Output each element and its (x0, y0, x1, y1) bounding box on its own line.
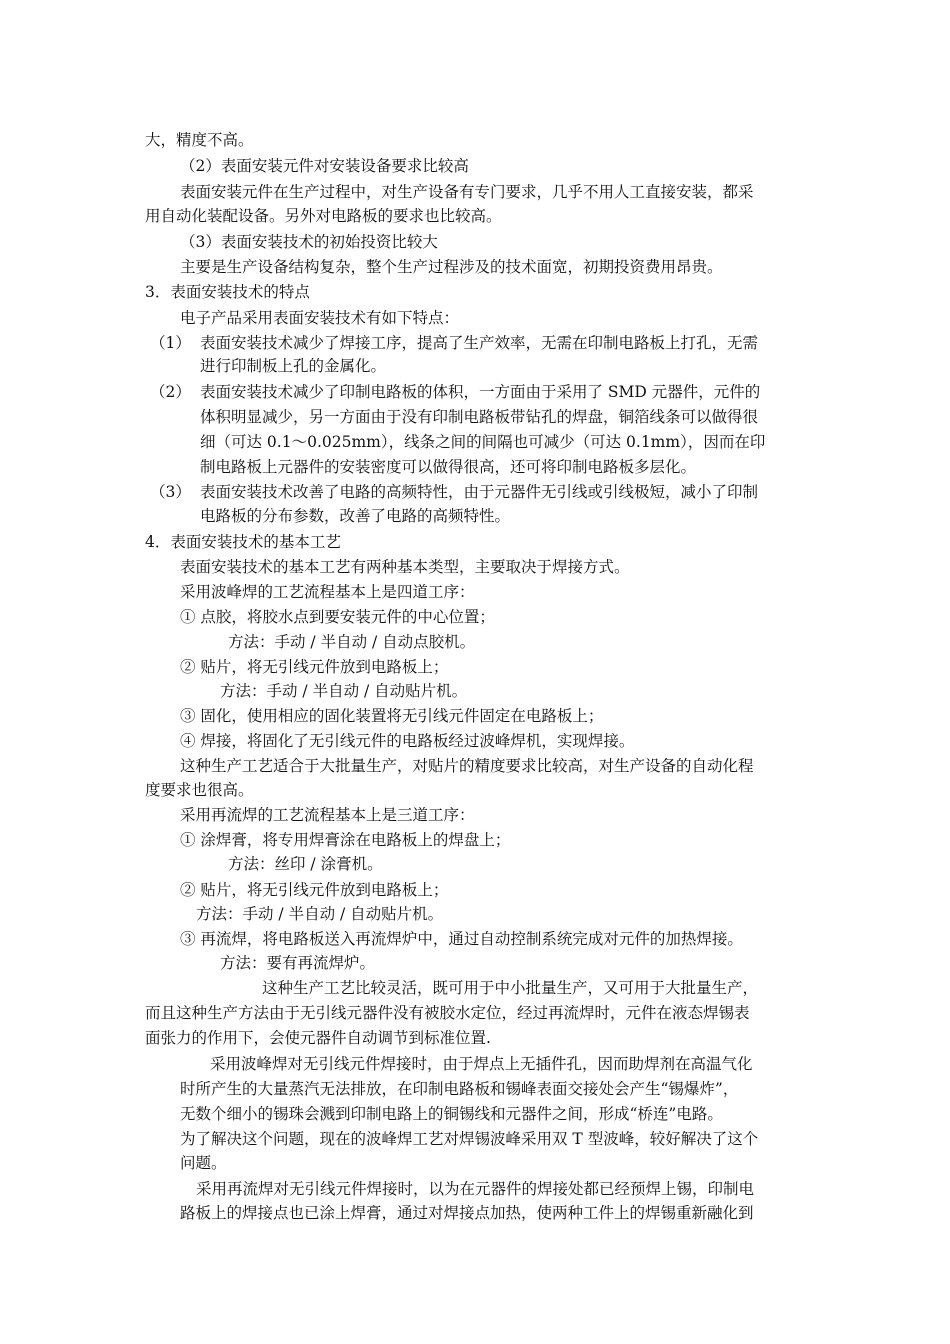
text-line: ② 贴片，将无引线元件放到电路板上； (180, 658, 449, 676)
text-line: ① 点胶，将胶水点到要安装元件的中心位置； (180, 608, 495, 626)
text-line: 表面安装技术减少了印制电路板的体积，一方面由于采用了 SMD 元器件，元件的 (200, 383, 761, 401)
text-line: 路板上的焊接点也已涂上焊膏，通过对焊接点加热，使两种工件上的焊锡重新融化到 (180, 1204, 754, 1222)
text-line: 4．表面安装技术的基本工艺 (145, 533, 341, 551)
text-line: 方法：手动 / 半自动 / 自动贴片机。 (220, 682, 468, 700)
list-number: （1） (150, 334, 191, 352)
text-line: 这种生产工艺适合于大批量生产，对贴片的精度要求比较高，对生产设备的自动化程 (180, 757, 754, 775)
text-line: 进行印制板上孔的金属化。 (200, 357, 387, 375)
text-line: 方法：丝印 / 涂膏机。 (228, 855, 383, 873)
text-line: （3）表面安装技术的初始投资比较大 (180, 233, 438, 251)
text-line: 采用再流焊的工艺流程基本上是三道工序： (180, 806, 475, 824)
list-number: （3） (150, 483, 191, 501)
text-line: 主要是生产设备结构复杂，整个生产过程涉及的技术面宽，初期投资费用昂贵。 (180, 258, 723, 276)
text-line: 大，精度不高。 (145, 131, 254, 149)
text-line: （2）表面安装元件对安装设备要求比较高 (180, 157, 469, 175)
text-line: 而且这种生产方法由于无引线元器件没有被胶水定位，经过再流焊时，元件在液态焊锡表 (145, 1004, 750, 1022)
text-line: 方法：手动 / 半自动 / 自动贴片机。 (196, 905, 444, 923)
text-line: 3．表面安装技术的特点 (145, 283, 310, 301)
text-line: 电路板的分布参数，改善了电路的高频特性。 (200, 507, 511, 525)
text-line: 采用波峰焊的工艺流程基本上是四道工序： (180, 583, 475, 601)
text-line: 这种生产工艺比较灵活，既可用于中小批量生产，又可用于大批量生产， (262, 979, 759, 997)
text-line: 表面安装元件在生产过程中，对生产设备有专门要求，几乎不用人工直接安装，都采 (180, 183, 754, 201)
text-line: 表面安装技术减少了焊接工序，提高了生产效率，无需在印制电路板上打孔，无需 (200, 334, 759, 352)
text-line: 细（可达 0.1～0.025mm），线条之间的间隔也可减少（可达 0.1mm），因而在印 (200, 433, 766, 451)
text-line: ① 涂焊膏，将专用焊膏涂在电路板上的焊盘上； (180, 831, 511, 849)
text-line: 制电路板上元器件的安装密度可以做得很高，还可将印制电路板多层化。 (200, 458, 697, 476)
text-line: ④ 焊接，将固化了无引线元件的电路板经过波峰焊机，实现焊接。 (180, 732, 635, 750)
text-line: 方法：要有再流焊炉。 (220, 954, 376, 972)
text-line: ③ 再流焊，将电路板送入再流焊炉中，通过自动控制系统完成对元件的加热焊接。 (180, 930, 743, 948)
text-line: 表面安装技术改善了电路的高频特性，由于元器件无引线或引线极短，减小了印制 (200, 483, 759, 501)
text-line: 采用波峰焊对无引线元件焊接时，由于焊点上无插件孔，因而助焊剂在高温气化 (210, 1055, 753, 1073)
text-line: 时所产生的大量蒸汽无法排放，在印制电路板和锡峰表面交接处会产生“锡爆炸”， (180, 1080, 739, 1098)
list-number: （2） (150, 383, 191, 401)
text-line: 无数个细小的锡珠会溅到印制电路上的铜锡线和元器件之间，形成“桥连”电路。 (180, 1105, 723, 1123)
text-line: 为了解决这个问题，现在的波峰焊工艺对焊锡波峰采用双 T 型波峰，较好解决了这个 (180, 1130, 759, 1148)
text-line: 问题。 (180, 1154, 227, 1172)
text-line: 电子产品采用表面安装技术有如下特点： (180, 309, 460, 327)
text-line: ② 贴片，将无引线元件放到电路板上； (180, 881, 449, 899)
text-line: 采用再流焊对无引线元件焊接时，以为在元器件的焊接处都已经预焊上锡，印制电 (196, 1180, 755, 1198)
text-line: 面张力的作用下，会使元器件自动调节到标准位置. (145, 1029, 491, 1047)
text-line: 表面安装技术的基本工艺有两种基本类型，主要取决于焊接方式。 (180, 558, 630, 576)
text-line: 体积明显减少，另一方面由于没有印制电路板带钻孔的焊盘，铜箔线条可以做得很 (200, 408, 759, 426)
text-line: ③ 固化，使用相应的固化装置将无引线元件固定在电路板上； (180, 707, 604, 725)
text-line: 方法：手动 / 半自动 / 自动点胶机。 (228, 633, 476, 651)
text-line: 用自动化装配设备。另外对电路板的要求也比较高。 (145, 207, 502, 225)
text-line: 度要求也很高。 (145, 781, 254, 799)
